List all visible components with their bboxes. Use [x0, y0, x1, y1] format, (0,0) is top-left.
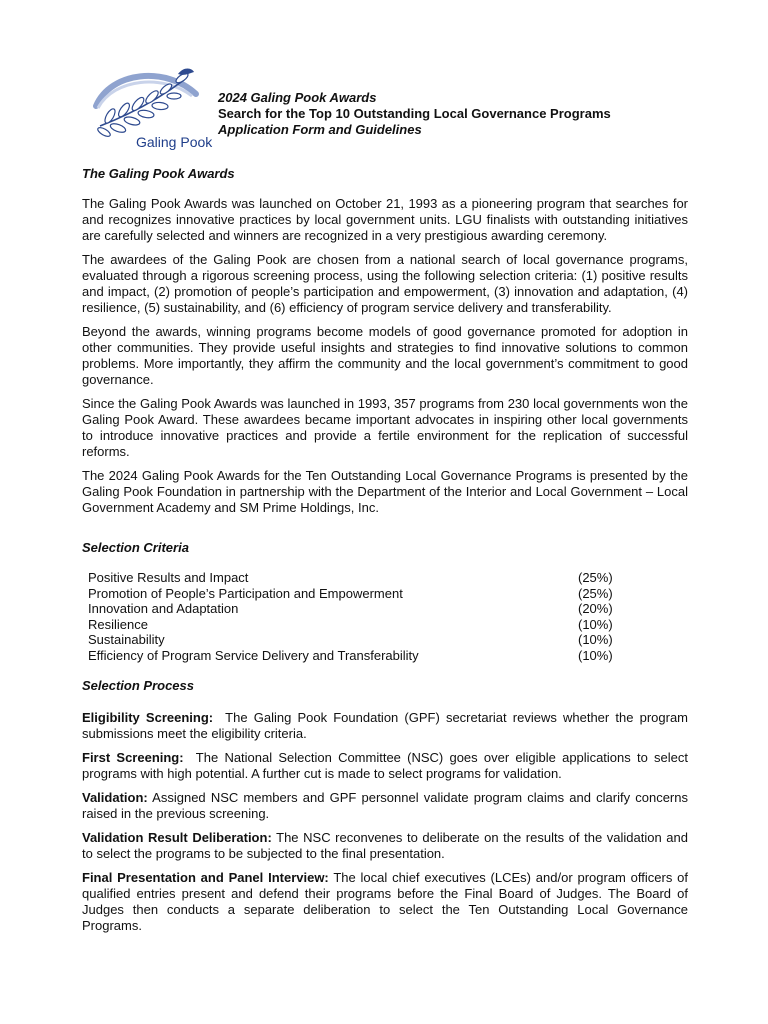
header-form-title: Application Form and Guidelines	[218, 122, 422, 137]
process-step	[82, 870, 688, 934]
process-step-text: The National Selection Committee (NSC) goes over eligible applications to select programs with high potential. A further cut is made to select programs for validation.	[82, 749, 692, 781]
process-step-term: Validation Result Deliberation:	[82, 829, 272, 845]
criteria-label: Sustainability	[88, 632, 165, 648]
awards-paragraph: The Galing Pook Awards was launched on October 21, 1993 as a pioneering program that searches for and recognizes innovative practices by local government units. LGU finalists with outstanding initiatives are carefully selected and winners are recognized in a very prestigious awarding ceremony.	[82, 196, 688, 243]
criteria-weight: (10%)	[578, 616, 613, 632]
criteria-label: Efficiency of Program Service Delivery and Transferability	[88, 647, 419, 663]
process-step	[82, 709, 692, 742]
criteria-row	[88, 632, 618, 648]
criteria-label: Promotion of People’s Participation and Empowerment	[88, 585, 403, 601]
process-step-term: Final Presentation and Panel Interview:	[82, 869, 329, 885]
criteria-label: Positive Results and Impact	[88, 570, 249, 585]
section-title-process: Selection Process	[82, 677, 194, 693]
logo-wordmark: Galing Pook	[136, 134, 213, 150]
process-step-text: The Galing Pook Foundation (GPF) secretariat reviews whether the program submissions meet the eligibility criteria.	[82, 709, 692, 741]
header-award-year: 2024 Galing Pook Awards	[218, 90, 377, 105]
document-body	[82, 166, 692, 934]
awards-paragraph: Beyond the awards, winning programs become models of good governance promoted for adoption in other communities. They provide useful insights and strategies to find innovative solutions to common problems. More importantly, they affirm the community and the local government’s commitment to good governance.	[82, 324, 688, 387]
awards-paragraph: The 2024 Galing Pook Awards for the Ten Outstanding Local Governance Programs is presented by the Galing Pook Foundation in partnership with the Department of the Interior and Local Government – Local Government Academy and SM Prime Holdings, Inc.	[82, 468, 688, 515]
criteria-row	[88, 648, 618, 664]
criteria-weight: (10%)	[578, 632, 613, 648]
process-step-term: Eligibility Screening:	[82, 709, 214, 725]
criteria-label: Resilience	[88, 616, 148, 632]
process-step	[82, 790, 688, 822]
process-step	[82, 749, 692, 782]
criteria-weight: (25%)	[578, 585, 613, 601]
section-title-criteria: Selection Criteria	[82, 540, 189, 555]
galing-pook-logo	[86, 66, 213, 158]
process-step-text: The NSC reconvenes to deliberate on the results of the validation and to select the programs to be subjected to the final presentation.	[82, 829, 688, 861]
criteria-row	[88, 601, 618, 617]
process-step-text: The local chief executives (LCEs) and/or program officers of qualified entries present and defend their programs before the Final Board of Judges. The Board of Judges then conducts a separate deliberation to select the Ten Outstanding Local Governance Programs.	[82, 869, 688, 933]
criteria-weight: (25%)	[578, 570, 613, 585]
criteria-weight: (20%)	[578, 601, 613, 617]
process-step-text: Assigned NSC members and GPF personnel validate program claims and clarify concerns raised in the previous screening.	[82, 789, 688, 821]
process-step-term: Validation:	[82, 789, 148, 805]
document-header	[218, 90, 611, 138]
awards-paragraph: The awardees of the Galing Pook are chosen from a national search of local governance programs, evaluated through a rigorous screening process, using the following selection criteria: (1) positive results and impact, (2) promotion of people’s participation and empowerment, (3) innovation and adaptation, (4) resilience, (5) sustainability, and (6) efficiency of program service delivery and transferability.	[82, 252, 688, 315]
criteria-row	[88, 617, 618, 633]
criteria-row	[88, 570, 618, 586]
header-search-title: Search for the Top 10 Outstanding Local Governance Programs	[218, 106, 611, 121]
criteria-table	[88, 570, 618, 664]
criteria-weight: (10%)	[578, 647, 613, 663]
section-title-awards: The Galing Pook Awards	[82, 166, 235, 181]
criteria-label: Innovation and Adaptation	[88, 601, 239, 617]
criteria-row	[88, 586, 618, 602]
awards-paragraph: Since the Galing Pook Awards was launched in 1993, 357 programs from 230 local governments won the Galing Pook Award. These awardees became important advocates in inspiring other local governments to introduce innovative practices and provide a fertile environment for the replication of successful reforms.	[82, 396, 688, 459]
process-step-term: First Screening:	[82, 749, 184, 765]
process-step	[82, 830, 688, 862]
